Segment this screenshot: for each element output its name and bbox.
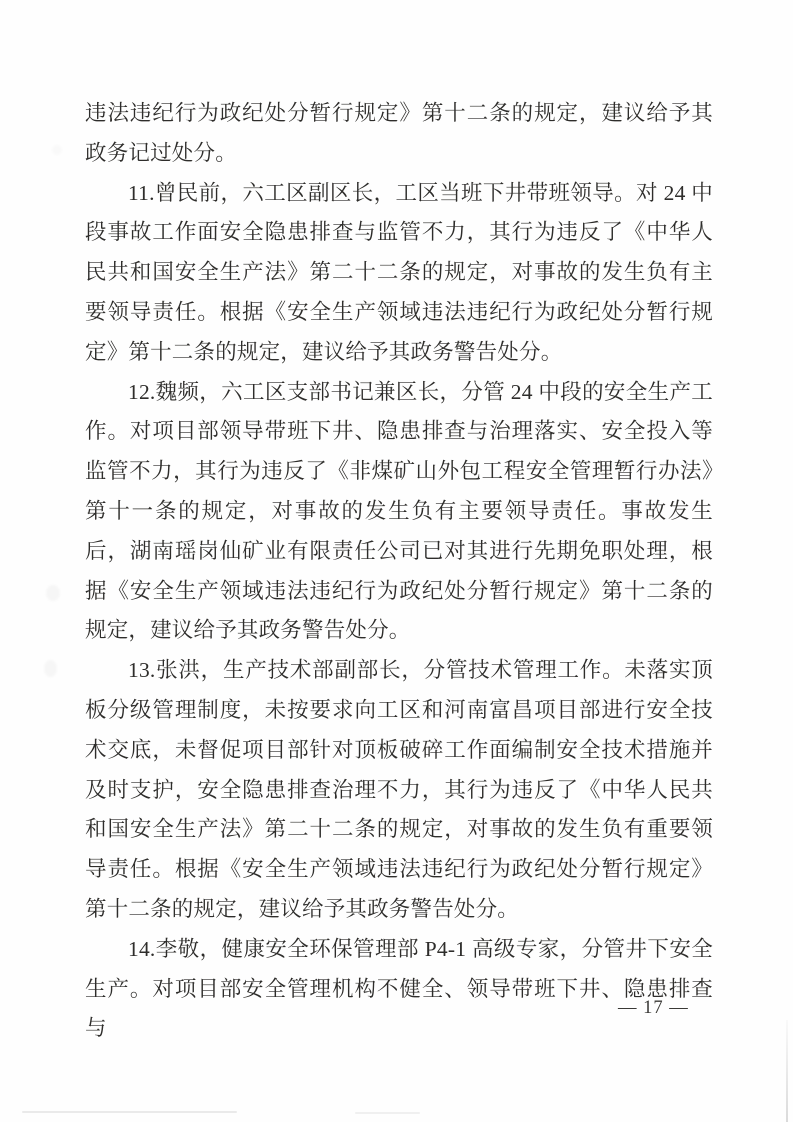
scan-speck <box>52 145 62 155</box>
paragraph-item-11: 11.曾民前，六工区副区长，工区当班下井带班领导。对 24 中段事故工作面安全隐患排查与监管不力，其行为违反了《中华人民共和国安全生产法》第二十二条的规定，对事故的发生负有主要领导责任。根据《安全生产领域违法违纪行为政纪处分暂行规定》第十二条的规定，建议给予其政务警告处分。 <box>85 180 713 364</box>
page-number: — 17 — <box>618 998 689 1018</box>
document-body-text <box>85 94 713 1049</box>
paragraph-item-14: 14.李敬，健康安全环保管理部 P4-1 高级专家，分管井下安全生产。对项目部安全管理机构不健全、领导带班下井、隐患排查与 <box>85 936 713 1041</box>
scan-smudge <box>22 1111 237 1113</box>
scan-smudge <box>355 1112 420 1114</box>
scan-speck <box>46 585 60 601</box>
paragraph-continuation: 违法违纪行为政纪处分暂行规定》第十二条的规定，建议给予其政务记过处分。 <box>85 101 713 165</box>
scan-edge-shadow <box>786 1020 788 1122</box>
scan-speck <box>44 660 57 677</box>
paragraph-item-12: 12.魏频，六工区支部书记兼区长，分管 24 中段的安全生产工作。对项目部领导带班下井、隐患排查与治理落实、安全投入等监管不力，其行为违反了《非煤矿山外包工程安全管理暂行办法》第十一条的规定，对事故的发生负有主要领导责任。事故发生后，湖南瑶岗仙矿业有限责任公司已对其进行先期免职处理，根据《安全生产领域违法违纪行为政纪处分暂行规定》第十二条的规定，建议给予其政务警告处分。 <box>85 379 713 643</box>
paragraph-item-13: 13.张洪，生产技术部副部长，分管技术管理工作。未落实顶板分级管理制度，未按要求向工区和河南富昌项目部进行安全技术交底，未督促项目部针对顶板破碎工作面编制安全技术措施并及时支护，安全隐患排查治理不力，其行为违反了《中华人民共和国安全生产法》第二十二条的规定，对事故的发生负有重要领导责任。根据《安全生产领域违法违纪行为政纪处分暂行规定》第十二条的规定，建议给予其政务警告处分。 <box>85 658 713 921</box>
